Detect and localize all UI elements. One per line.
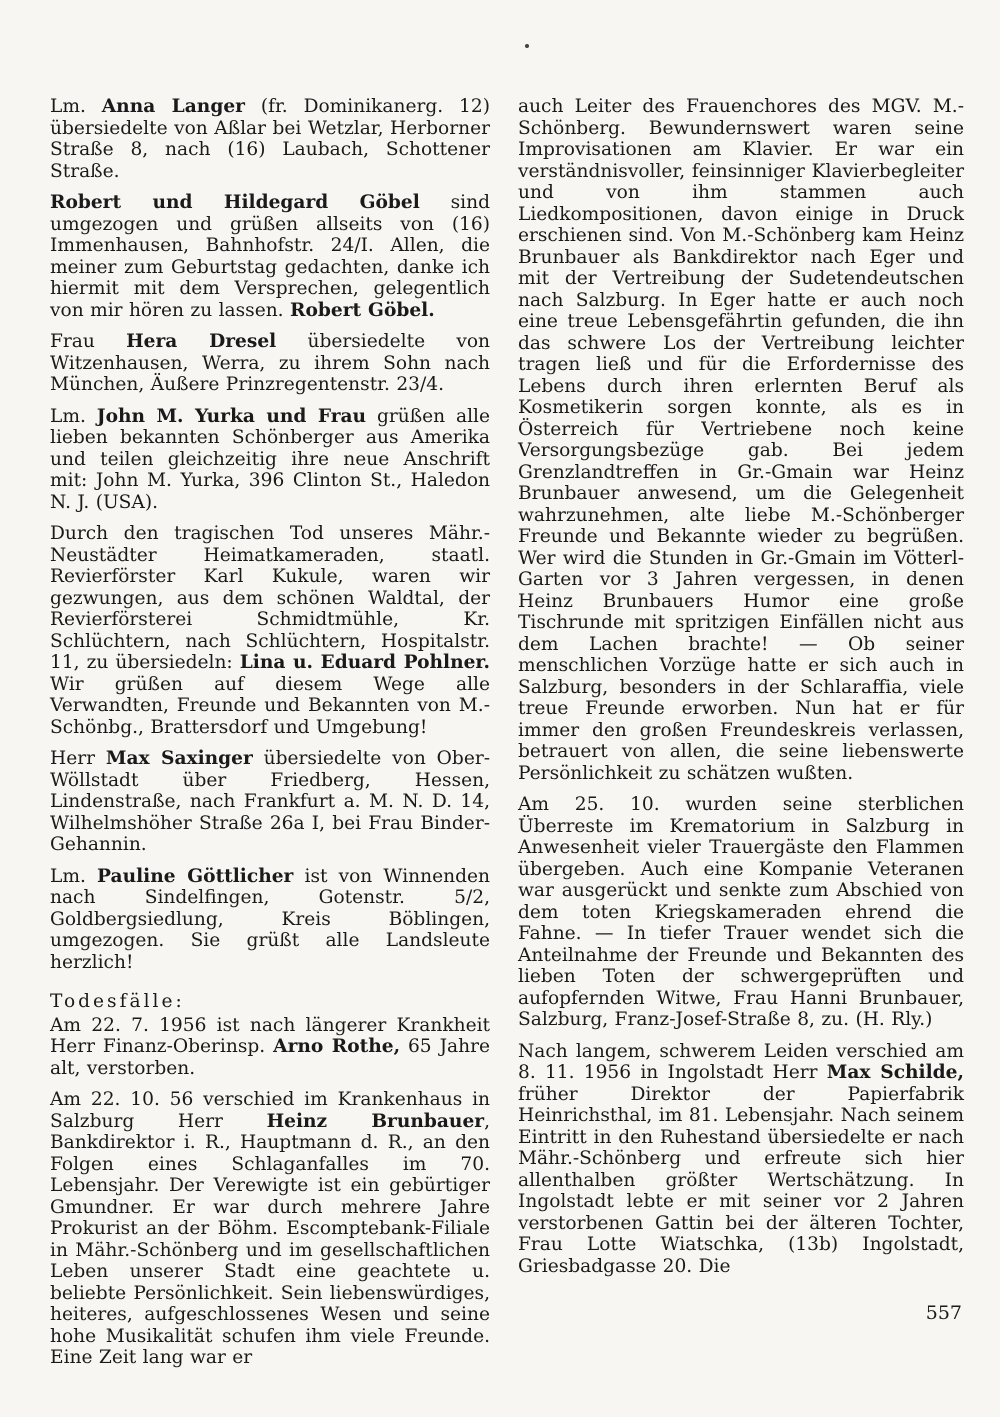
text-run: Durch den tragischen Tod unseres Mähr.-Neustädter Heimatkameraden, staatl. Revierförster Karl Kukule, waren wir gezwungen, aus dem schönen Waldtal, der Revierförsterei Schmidtmühle, Kr. Schlüchtern, nach Schlüchtern, Hospitalstr. 11, zu übersiedeln: — [50, 523, 490, 673]
text-run: grüßen alle lieben bekannten Schönberger aus Amerika und teilen gleichzeitig ihre neue Anschrift mit: John M. Yurka, 396 Clinton St., Haledon N. J. (USA). — [50, 405, 490, 513]
bold-name: Robert und Hildegard Göbel — [50, 192, 420, 213]
text-run: Am 25. 10. wurden seine sterblichen Überreste im Krematorium in Salzburg in Anwesenheit vieler Trauergäste den Flammen übergeben. Auch eine Kompanie Veteranen war ausgerückt und senkte zum Abschied von dem toten Kriegskameraden ehrend die Fahne. — In tiefer Trauer wendet sich die Anteilnahme der Freunde und Bekannten des lieben Toten der schwergeprüften und aufopfernden Witwe, Frau Hanni Brunbauer, Salzburg, Franz-Josef-Straße 8, zu. (H. Rly.) — [518, 794, 964, 1030]
bold-name: Heinz Brunbauer — [266, 1110, 485, 1132]
text-run: sind umgezogen und grüßen allseits von (16) Immenhausen, Bahnhofstr. 24/I. Allen, die meiner zum Geburtstag gedachten, danke ich hiermit mit dem Versprechen, gelegentlich von mir hören zu lassen. — [50, 192, 490, 321]
text-run: übersiedelte von Witzenhausen, Werra, zu ihrem Sohn nach München, Äußere Prinzregentenstr. 23/4. — [50, 331, 490, 395]
text-run: Am 22. 7. 1956 ist nach längerer Krankheit Herr Finanz-Oberinsp. — [50, 1014, 490, 1057]
text-run: auch Leiter des Frauenchores des MGV. M.-Schönberg. Bewundernswert waren seine Improvisationen am Klavier. Er war ein verständnisvoller, feinsinniger Klavierbegleiter und von ihm stammen auch Liedkompositionen, davon einige in Druck erschienen sind. Von M.-Schönberg kam Heinz Brunbauer als Bankdirektor nach Eger und mit der Vertreibung der Sudetendeutschen nach Salzburg. In Eger hatte er auch noch eine treue Lebensgefährtin gefunden, die ihn das schwere Los der Vertreibung leichter tragen ließ und für die Erfordernisse des Lebens durch ihren erlernten Beruf als Kosmetikerin sorgen konnte, als es in Österreich für Vertriebene noch keine Versorgungsbezüge gab. Bei jedem Grenzlandtreffen in Gr.-Gmain war Heinz Brunbauer anwesend, um die Gelegenheit wahrzunehmen, alte liebe M.-Schönberger Freunde und Bekannte wieder zu begrüßen. Wer wird die Stunden in Gr.-Gmain im Vötterl-Garten vor 3 Jahren vergessen, in denen Heinz Brunbauers Humor eine große Tischrunde mit spritzigen Einfällen nicht aus dem Lachen brachte! — Ob seiner menschlichen Vorzüge hatte er sich auch in Salzburg, besonders in der Schlaraffia, viele treue Freunde erworben. Nun hat er für immer den großen Freundeskreis verlassen, betrauert von allen, die seine liebenswerte Persönlichkeit zu schätzen wußten. — [518, 96, 964, 784]
text-run: , Bankdirektor i. R., Hauptmann d. R., an den Folgen eines Schlaganfalles im 70. Lebensjahr. Der Verewigte ist ein gebürtiger Gmundner. Er war durch mehrere Jahre Prokurist an der Böhm. Escomptebank-Filiale in Mähr.-Schönberg und im gesellschaftlichen Leben unserer Stadt eine geachtete u. beliebte Persönlichkeit. Sein liebenswürdiges, heiteres, aufgeschlossenes Wesen und seine hohe Musikalität schufen ihm viele Freunde. Eine Zeit lang war er — [50, 1110, 490, 1368]
paragraph — [50, 1089, 490, 1369]
bold-name: Arno Rothe, — [273, 1036, 401, 1057]
bold-name: Pauline Göttlicher — [97, 865, 294, 887]
section-heading-todesfaelle: Todesfälle: — [50, 991, 185, 1012]
right-column — [518, 96, 964, 1287]
bold-name: Hera Dresel — [126, 331, 277, 352]
text-run: Herr — [50, 748, 106, 769]
left-obituaries — [50, 1015, 490, 1369]
bold-name: Anna Langer — [101, 96, 245, 117]
paragraph — [50, 1015, 490, 1080]
text-run: 65 Jahre alt, verstorben. — [50, 1036, 490, 1079]
paragraph — [50, 866, 490, 974]
text-run: Lm. — [50, 865, 98, 887]
text-run: Am 22. 10. 56 verschied im Krankenhaus in Salzburg Herr — [50, 1089, 490, 1132]
paragraph — [518, 1041, 964, 1278]
right-obituaries — [518, 96, 964, 1277]
text-run: (fr. Dominikanerg. 12) übersiedelte von Aßlar bei Wetzlar, Herborner Straße 8, nach (16) Laubach, Schottener Straße. — [50, 96, 490, 182]
paragraph — [50, 748, 490, 856]
text-run: Lm. — [50, 96, 102, 117]
text-run: Nach langem, schwerem Leiden verschied am 8. 11. 1956 in Ingolstadt Herr — [518, 1040, 964, 1083]
bold-name: John M. Yurka und Frau — [96, 405, 367, 427]
text-run: Frau — [50, 331, 127, 352]
paragraph — [518, 794, 964, 1031]
text-run: Lm. — [50, 405, 97, 427]
paragraph — [50, 523, 490, 738]
paragraph — [50, 192, 490, 321]
paragraph — [518, 96, 964, 784]
paragraph — [50, 331, 490, 396]
bold-name: Max Saxinger — [105, 748, 253, 769]
left-column — [50, 96, 490, 1379]
bold-name: Lina u. Eduard Pohlner. — [239, 652, 490, 673]
text-run: übersiedelte von Ober-Wöllstadt über Friedberg, Hessen, Lindenstraße, nach Frankfurt a. M. N. D. 14, Wilhelmshöher Straße 26a I, bei Frau Binder-Gehannin. — [50, 748, 490, 855]
paragraph — [50, 96, 490, 182]
text-run: früher Direktor der Papierfabrik Heinrichsthal, im 81. Lebensjahr. Nach seinem Eintritt in den Ruhestand übersiedelte er nach Mähr.-Schönberg und erfreute sich hier allenthalben größter Wertschätzung. In Ingolstadt lebte er mit seiner vor 2 Jahren verstorbenen Gattin bei der älteren Tochter, Frau Lotte Wiatschka, (13b) Ingolstadt, Griesbadgasse 20. Die — [518, 1083, 964, 1277]
left-announcements — [50, 96, 490, 973]
bold-name: Max Schilde, — [826, 1062, 964, 1083]
text-run: ist von Winnenden nach Sindelfingen, Gotenstr. 5/2, Goldbergsiedlung, Kreis Böblingen, umgezogen. Sie grüßt alle Landsleute herzlich! — [50, 865, 490, 973]
paragraph — [50, 406, 490, 514]
page-number: 557 — [925, 1302, 962, 1324]
text-run: Wir grüßen auf diesem Wege alle Verwandten, Freunde und Bekannten von M.-Schönbg., Brattersdorf und Umgebung! — [50, 673, 490, 738]
bold-name: Robert Göbel. — [290, 299, 435, 321]
speck-mark — [525, 44, 529, 48]
